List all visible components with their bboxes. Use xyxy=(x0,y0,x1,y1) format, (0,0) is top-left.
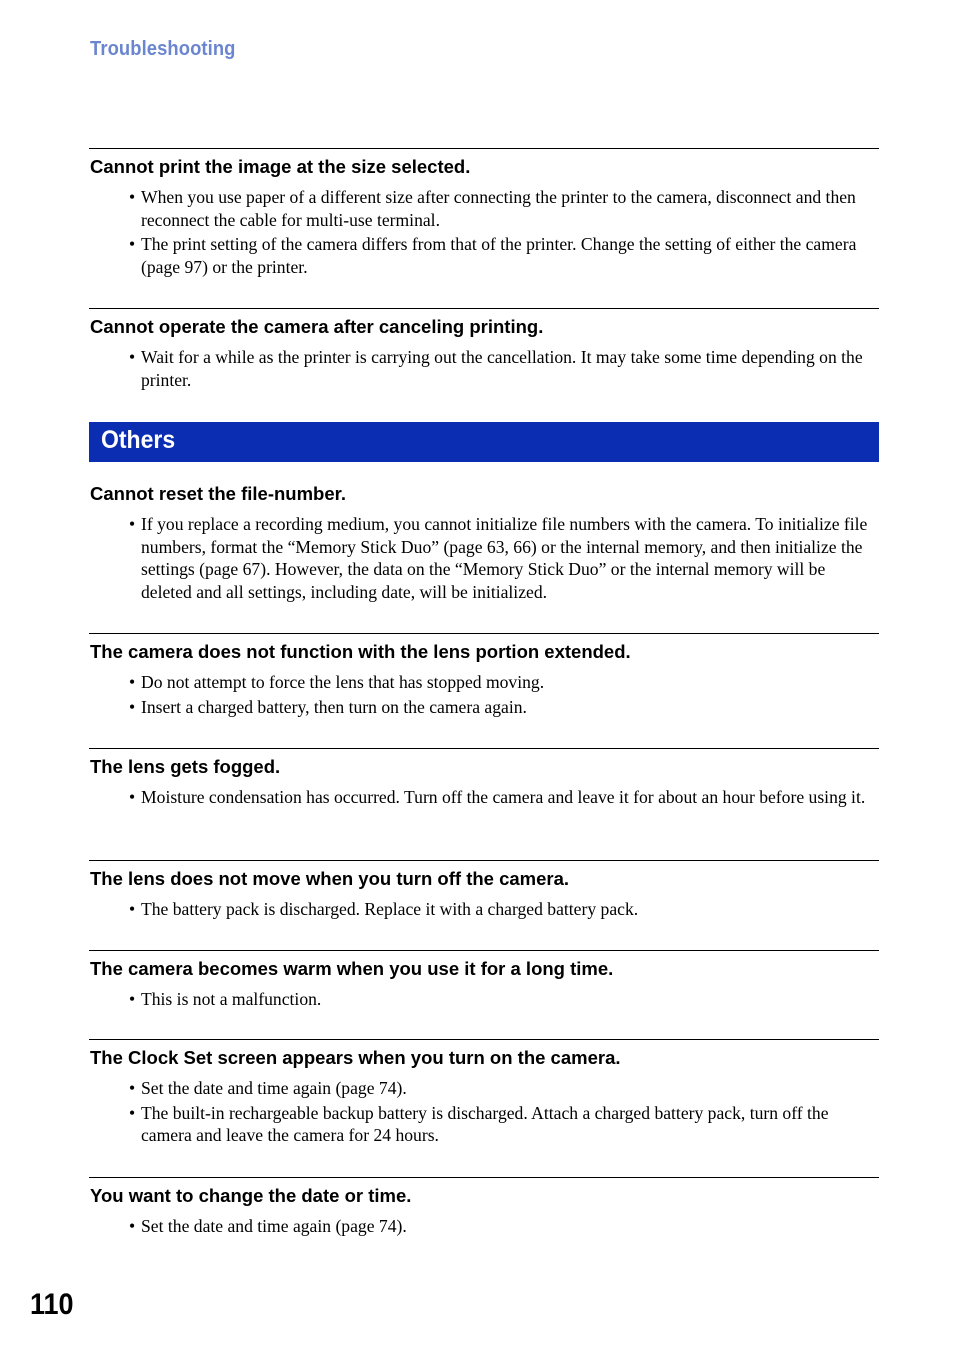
bullet-icon: • xyxy=(129,672,136,692)
divider xyxy=(89,633,879,634)
faq-answer-list xyxy=(89,513,879,603)
divider xyxy=(89,748,879,749)
section-banner xyxy=(89,422,879,462)
faq-answer: • Insert a charged battery, then turn on the camera again. xyxy=(129,696,527,717)
faq-item xyxy=(89,860,879,923)
faq-question: The lens does not move when you turn off the camera. xyxy=(90,868,570,889)
faq-question: The Clock Set screen appears when you turn on the camera. xyxy=(90,1047,621,1068)
faq-answer-list xyxy=(89,1077,879,1147)
faq-item xyxy=(89,1039,879,1149)
faq-answer: • The battery pack is discharged. Replace it with a charged battery pack. xyxy=(129,899,639,919)
bullet-icon: • xyxy=(129,989,136,1009)
bullet-icon: • xyxy=(129,514,136,534)
faq-answer: • Wait for a while as the printer is carrying out the cancellation. It may take some time depending on the printer. xyxy=(129,347,863,390)
faq-item xyxy=(89,148,879,280)
faq-answer: • If you replace a recording medium, you cannot initialize file numbers with the camera. To initialize file numbers, format the “Memory Stick Duo” (page 63, 66) or the internal memory, and then initialize the settings (page 67). However, the data on the “Memory Stick Duo” or the internal memory will be deleted and all settings, including date, will be initialized. xyxy=(129,514,868,602)
faq-item xyxy=(89,476,879,605)
faq-item xyxy=(89,633,879,720)
faq-item xyxy=(89,950,879,1013)
faq-question: You want to change the date or time. xyxy=(90,1185,412,1206)
bullet-icon: • xyxy=(129,347,136,367)
bullet-icon: • xyxy=(129,1078,136,1098)
faq-question: Cannot reset the file-number. xyxy=(90,483,346,504)
bullet-icon: • xyxy=(129,234,136,254)
divider xyxy=(89,148,879,149)
divider xyxy=(89,860,879,861)
faq-question: The camera becomes warm when you use it for a long time. xyxy=(90,958,614,979)
faq-item xyxy=(89,1177,879,1240)
faq-answer: • Moisture condensation has occurred. Turn off the camera and leave it for about an hour before using it. xyxy=(129,787,866,807)
faq-item xyxy=(89,748,879,811)
faq-question: Cannot print the image at the size selected. xyxy=(90,156,471,177)
bullet-icon: • xyxy=(129,899,136,919)
faq-answer-list xyxy=(89,671,879,718)
bullet-icon: • xyxy=(129,787,136,807)
faq-answer-list xyxy=(89,346,879,391)
faq-answer: • The built-in rechargeable backup battery is discharged. Attach a charged battery pack, turn off the camera and leave the camera for 24 hours. xyxy=(129,1102,829,1145)
faq-answer-list xyxy=(89,1215,879,1238)
faq-answer: • Set the date and time again (page 74). xyxy=(129,1216,407,1236)
divider xyxy=(89,308,879,309)
section-heading: Others xyxy=(101,426,176,454)
bullet-icon: • xyxy=(129,1102,136,1123)
faq-item xyxy=(89,308,879,393)
faq-answer: • When you use paper of a different size after connecting the printer to the camera, disconnect and then reconnect the cable for multi-use terminal. xyxy=(129,187,856,230)
faq-answer-list xyxy=(89,786,879,809)
page-number: 110 xyxy=(30,1288,74,1321)
faq-answer: • This is not a malfunction. xyxy=(129,989,322,1009)
bullet-icon: • xyxy=(129,696,136,717)
divider xyxy=(89,1039,879,1040)
faq-question: The camera does not function with the lens portion extended. xyxy=(90,641,631,662)
faq-answer-list xyxy=(89,898,879,921)
divider xyxy=(89,1177,879,1178)
faq-answer: • Set the date and time again (page 74). xyxy=(129,1078,407,1098)
running-head: Troubleshooting xyxy=(90,38,236,60)
faq-answer-list xyxy=(89,988,879,1011)
faq-question: Cannot operate the camera after canceling printing. xyxy=(90,316,544,337)
faq-question: The lens gets fogged. xyxy=(90,756,281,777)
divider xyxy=(89,950,879,951)
faq-answer-list xyxy=(89,186,879,278)
bullet-icon: • xyxy=(129,187,136,207)
faq-answer: • The print setting of the camera differs from that of the printer. Change the setting of either the camera (page 97) or the printer. xyxy=(129,234,857,277)
bullet-icon: • xyxy=(129,1216,136,1236)
faq-answer: • Do not attempt to force the lens that has stopped moving. xyxy=(129,672,545,692)
